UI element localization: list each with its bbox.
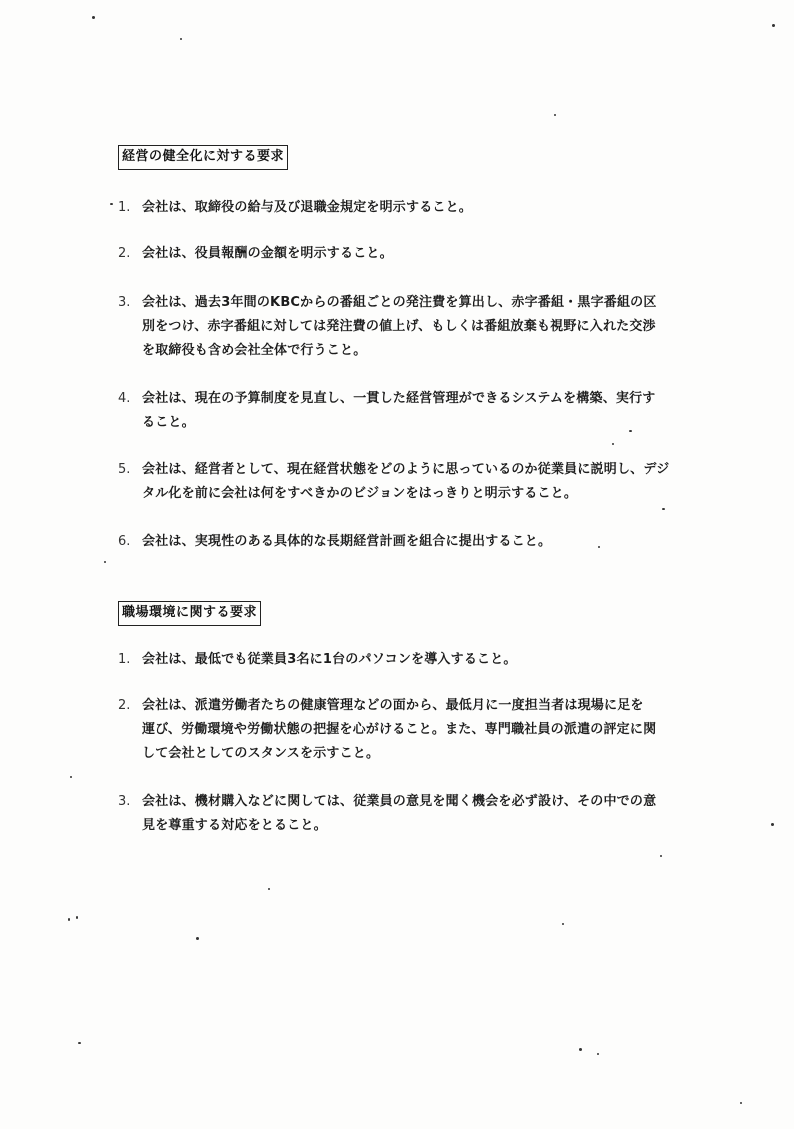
- item-text: タル化を前に会社は何をすべきかのビジョンをはっきりと明示すること。: [142, 486, 578, 501]
- scan-speck: [598, 546, 600, 548]
- section1-item-3: [118, 291, 703, 363]
- scan-speck: [562, 923, 564, 925]
- scan-speck: [579, 1048, 582, 1051]
- scan-speck: [740, 1102, 742, 1104]
- item-text: を取締役も含め会社全体で行うこと。: [142, 343, 367, 358]
- scan-speck: [196, 937, 199, 940]
- item-number: 3.: [118, 794, 131, 809]
- item-number: 6.: [118, 534, 131, 549]
- item-number: 1.: [118, 652, 131, 667]
- scan-speck: [554, 114, 556, 116]
- item-text: 会社は、過去3年間のKBCからの番組ごとの発注費を算出し、赤字番組・黒字番組の区: [142, 295, 657, 310]
- item-number: 4.: [118, 391, 131, 406]
- section2-item-2: [118, 694, 703, 766]
- scan-speck: [771, 823, 774, 826]
- item-text: 会社は、派遣労働者たちの健康管理などの面から、最低月に一度担当者は現場に足を: [142, 698, 644, 713]
- scan-speck: [772, 24, 775, 27]
- item-text: 別をつけ、赤字番組に対しては発注費の値上げ、もしくは番組放棄も視野に入れた交渉: [142, 319, 656, 334]
- item-text: 見を尊重する対応をとること。: [142, 818, 327, 833]
- section1-item-2: [118, 242, 703, 266]
- item-text: 会社は、機材購入などに関しては、従業員の意見を聞く機会を必ず設け、その中での意: [142, 794, 657, 809]
- scan-speck: [629, 430, 632, 432]
- item-number: 2.: [118, 246, 131, 261]
- section2-item-1: [118, 648, 703, 672]
- item-text: 会社は、経営者として、現在経営状態をどのように思っているのか従業員に説明し、デジ: [142, 462, 670, 477]
- scan-speck: [180, 38, 182, 40]
- item-text: ること。: [142, 415, 195, 430]
- item-number: 3.: [118, 295, 131, 310]
- scan-speck: [78, 1042, 81, 1044]
- scan-speck: [92, 16, 95, 19]
- scan-speck: [70, 776, 72, 778]
- section2-heading: 職場環境に関する要求: [118, 601, 261, 626]
- item-number: 2.: [118, 698, 131, 713]
- item-text: 会社は、取締役の給与及び退職金規定を明示すること。: [142, 200, 473, 215]
- item-number: 1.: [118, 200, 131, 215]
- scan-speck: [268, 888, 270, 890]
- scan-speck: [76, 916, 78, 919]
- scan-speck: [660, 855, 662, 857]
- scan-speck: [597, 1053, 599, 1055]
- item-text: 運び、労働環境や労働状態の把握を心がけること。また、専門職社員の派遣の評定に関: [142, 722, 657, 737]
- section1-heading: 経営の健全化に対する要求: [118, 145, 288, 170]
- item-text: 会社は、現在の予算制度を見直し、一貫した経営管理ができるシステムを構築、実行す: [142, 391, 656, 406]
- scan-speck: [68, 918, 70, 921]
- item-text: 会社は、最低でも従業員3名に1台のパソコンを導入すること。: [142, 652, 517, 667]
- section1-item-6: [118, 530, 703, 554]
- item-text: して会社としてのスタンスを示すこと。: [142, 746, 380, 761]
- section1-item-5: [118, 458, 703, 506]
- scan-speck: [110, 203, 113, 205]
- scan-speck: [612, 443, 614, 445]
- section2-item-3: [118, 790, 703, 838]
- item-text: 会社は、実現性のある具体的な長期経営計画を組合に提出すること。: [142, 534, 552, 549]
- item-number: 5.: [118, 462, 131, 477]
- section1-item-4: [118, 387, 703, 435]
- section1-item-1: [118, 196, 703, 220]
- scan-speck: [662, 508, 665, 510]
- item-text: 会社は、役員報酬の金額を明示すること。: [142, 246, 393, 261]
- scan-speck: [104, 561, 106, 563]
